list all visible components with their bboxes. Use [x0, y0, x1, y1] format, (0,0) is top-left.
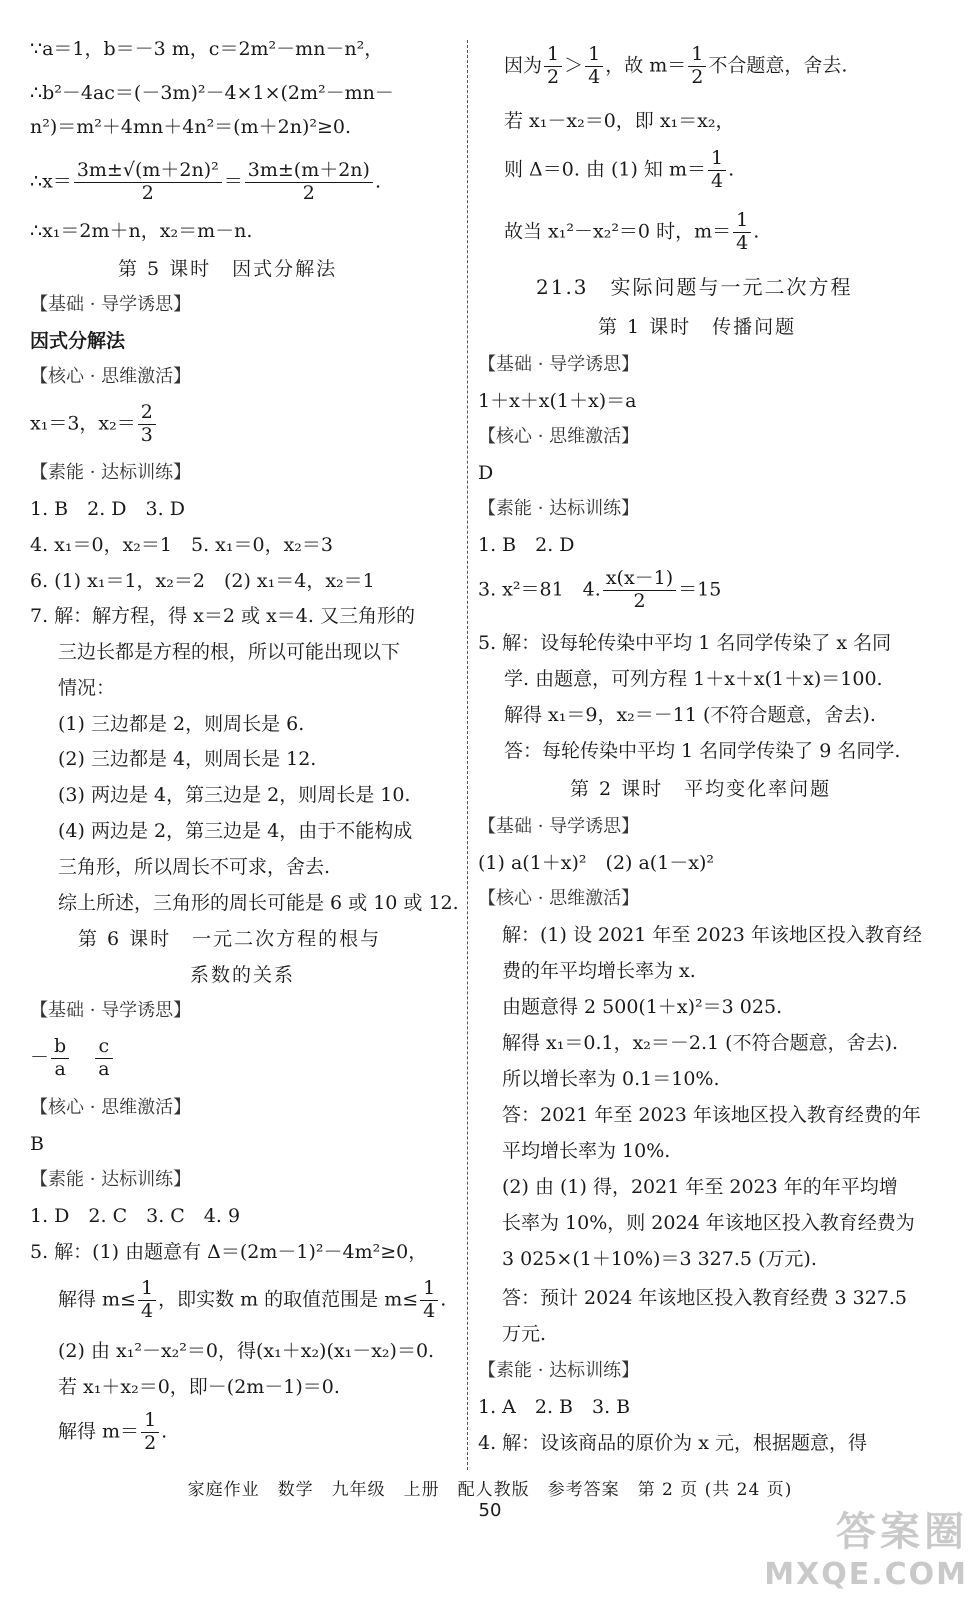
- text: 解得 m＝: [58, 1420, 140, 1443]
- formula-line: [30, 1036, 115, 1081]
- text-line: 三角形，所以周长不可求，舍去.: [58, 856, 331, 878]
- text-line: 解：(1) 设 2021 年至 2023 年该地区投入教育经: [502, 924, 922, 946]
- text-line: 答：2021 年至 2023 年该地区投入教育经费的年: [502, 1104, 921, 1126]
- text: .: [728, 158, 735, 181]
- watermark-logo: [764, 1500, 968, 1592]
- page-footer: 家庭作业 数学 九年级 上册 配人教版 参考答案 第 2 页 (共 24 页): [187, 1480, 793, 1500]
- fraction: [138, 402, 156, 447]
- text: 故当 x₁²－x₂²＝0 时，m＝: [504, 220, 732, 243]
- denominator: 4: [423, 1299, 436, 1322]
- fraction: [51, 1036, 69, 1081]
- lesson-title: 第 2 课时 平均变化率问题: [570, 778, 832, 800]
- fraction: [733, 210, 751, 255]
- section-header: 【素能 · 达标训练】: [478, 1360, 640, 1381]
- section-header: 【基础 · 导学诱思】: [30, 1000, 192, 1021]
- text: .: [374, 170, 381, 193]
- text: 3. x²＝81 4.: [478, 578, 601, 601]
- numerator: 1: [585, 44, 603, 67]
- denominator: 2: [302, 181, 315, 204]
- formula-line: [30, 160, 381, 205]
- text-line: (2) 由 x₁²－x₂²＝0，得(x₁＋x₂)(x₁－x₂)＝0.: [58, 1340, 435, 1362]
- text: 不合题意，舍去.: [708, 54, 848, 77]
- numerator: 1: [138, 1278, 156, 1301]
- text: ，即实数 m 的取值范围是 m≤: [158, 1288, 419, 1311]
- fraction: [245, 160, 373, 205]
- text-line: 解得 x₁＝0.1，x₂＝－2.1 (不符合题意，舍去).: [502, 1032, 899, 1054]
- text-line: (4) 两边是 2，第三边是 4，由于不能构成: [58, 820, 413, 842]
- answer: B: [30, 1133, 44, 1155]
- text: ∴x＝: [30, 170, 72, 193]
- text-line: 解得 x₁＝9，x₂＝－11 (不符合题意，舍去).: [504, 704, 876, 726]
- text-line: (2) 三边都是 4，则周长是 12.: [58, 748, 317, 770]
- section-header: 【核心 · 思维激活】: [478, 426, 640, 447]
- numerator: x(x－1): [603, 568, 676, 591]
- text: ＝: [223, 170, 243, 193]
- text-line: ∵a＝1，b＝－3 m，c＝2m²－mn－n²，: [30, 38, 384, 60]
- watermark-text: 答案圈: [836, 1509, 968, 1555]
- text-line: 费的年平均增长率为 x.: [502, 960, 696, 982]
- text: x₁＝3，x₂＝: [30, 412, 136, 435]
- lesson-title: 第 6 课时 一元二次方程的根与: [78, 928, 382, 950]
- fraction: [585, 44, 603, 89]
- section-header: 【基础 · 导学诱思】: [478, 816, 640, 837]
- text-line: 三边长都是方程的根，所以可能出现以下: [58, 641, 401, 663]
- denominator: 2: [691, 65, 704, 88]
- fraction: [141, 1410, 159, 1455]
- denominator: 3: [140, 423, 153, 446]
- text-line: 平均增长率为 10%.: [502, 1140, 671, 1162]
- denominator: 2: [144, 1431, 157, 1454]
- watermark-url: MXQE.COM: [764, 1557, 968, 1592]
- text-line: ∴b²－4ac＝(－3m)²－4×1×(2m²－mn－: [30, 82, 394, 104]
- text-line: 7. 解：解方程，得 x＝2 或 x＝4. 又三角形的: [30, 605, 415, 627]
- text-line: 1. B 2. D: [478, 534, 575, 556]
- text-line: 1. B 2. D 3. D: [30, 498, 185, 520]
- text-line: 综上所述，三角形的周长可能是 6 或 10 或 12.: [58, 892, 459, 914]
- denominator: a: [98, 1057, 110, 1080]
- text-line: (2) 由 (1) 得，2021 年至 2023 年的年平均增: [502, 1176, 898, 1198]
- numerator: 1: [688, 44, 706, 67]
- numerator: 1: [544, 44, 562, 67]
- answer: 因式分解法: [30, 330, 126, 352]
- section-header: 【素能 · 达标训练】: [478, 498, 640, 519]
- text-line: ∴x₁＝2m＋n，x₂＝m－n.: [30, 220, 253, 242]
- text-line: (1) 三边都是 2，则周长是 6.: [58, 713, 305, 735]
- numerator: b: [51, 1036, 69, 1059]
- lesson-title: 系数的关系: [190, 964, 296, 986]
- fraction: [74, 160, 222, 205]
- page-number: 50: [478, 1500, 502, 1521]
- formula-line: [504, 210, 759, 255]
- section-header: 【素能 · 达标训练】: [30, 462, 192, 483]
- text-line: 答：预计 2024 年该地区投入教育经费 3 327.5: [502, 1287, 907, 1309]
- text-line: 5. 解：(1) 由题意有 Δ＝(2m－1)²－4m²≥0，: [30, 1241, 428, 1263]
- text-line: 答：每轮传染中平均 1 名同学传染了 9 名同学.: [504, 740, 901, 762]
- section-header: 【核心 · 思维激活】: [30, 1097, 192, 1118]
- numerator: 3m±(m＋2n): [245, 160, 373, 183]
- text-line: (3) 两边是 4，第三边是 2，则周长是 10.: [58, 784, 411, 806]
- text: －: [30, 1046, 50, 1069]
- lesson-title: 第 1 课时 传播问题: [598, 316, 797, 338]
- formula-line: [58, 1278, 446, 1323]
- formula-line: [504, 44, 847, 89]
- text-line: 若 x₁－x₂＝0，即 x₁＝x₂，: [504, 110, 735, 132]
- numerator: 1: [141, 1410, 159, 1433]
- numerator: 1: [708, 148, 726, 171]
- denominator: a: [54, 1057, 66, 1080]
- text: 则 Δ＝0. 由 (1) 知 m＝: [504, 158, 706, 181]
- text-line: 1. D 2. C 3. C 4. 9: [30, 1205, 241, 1227]
- text-line: 6. (1) x₁＝1，x₂＝2 (2) x₁＝4，x₂＝1: [30, 570, 375, 592]
- lesson-title: 第 5 课时 因式分解法: [118, 258, 338, 280]
- section-header: 【基础 · 导学诱思】: [478, 354, 640, 375]
- text-line: 5. 解：设每轮传染中平均 1 名同学传染了 x 名同: [478, 632, 892, 654]
- text: ＝15: [678, 578, 722, 601]
- text-line: 1. A 2. B 3. B: [478, 1396, 631, 1418]
- denominator: 2: [141, 181, 154, 204]
- formula-line: [478, 568, 721, 613]
- text-line: 4. 解：设该商品的原价为 x 元，根据题意，得: [478, 1432, 867, 1454]
- numerator: 3m±√(m＋2n)²: [74, 160, 222, 183]
- formula-line: [58, 1410, 167, 1455]
- section-header: 【核心 · 思维激活】: [30, 366, 192, 387]
- formula-line: [30, 402, 158, 447]
- text-line: 所以增长率为 0.1＝10%.: [502, 1068, 720, 1090]
- text-line: n²)＝m²＋4mn＋4n²＝(m＋2n)²≥0.: [30, 116, 352, 138]
- denominator: 4: [140, 1299, 154, 1322]
- denominator: 4: [736, 231, 749, 254]
- fraction: [688, 44, 706, 89]
- section-header: 【素能 · 达标训练】: [30, 1169, 192, 1190]
- text-line: 若 x₁＋x₂＝0，即－(2m－1)＝0.: [58, 1376, 340, 1398]
- fraction: [708, 148, 726, 193]
- text-line: 万元.: [502, 1323, 547, 1345]
- section-title: 21.3 实际问题与一元二次方程: [536, 275, 853, 299]
- numerator: c: [95, 1036, 112, 1059]
- section-header: 【核心 · 思维激活】: [478, 888, 640, 909]
- denominator: 4: [588, 65, 601, 88]
- text: .: [161, 1420, 168, 1443]
- fraction: [603, 568, 676, 613]
- text: 解得 m≤: [58, 1288, 136, 1311]
- formula-line: [504, 148, 734, 193]
- denominator: 4: [710, 169, 724, 192]
- text: .: [753, 220, 760, 243]
- fraction: [420, 1278, 438, 1323]
- numerator: 2: [138, 402, 156, 425]
- text-line: 4. x₁＝0，x₂＝1 5. x₁＝0，x₂＝3: [30, 534, 334, 556]
- text-line: 由题意得 2 500(1＋x)²＝3 025.: [502, 996, 783, 1018]
- fraction: [95, 1036, 112, 1081]
- text: ＞: [564, 54, 584, 77]
- text-line: 3 025×(1＋10%)＝3 327.5 (万元).: [502, 1248, 817, 1270]
- section-header: 【基础 · 导学诱思】: [30, 294, 192, 315]
- fraction: [544, 44, 562, 89]
- fraction: [138, 1278, 156, 1323]
- numerator: 1: [420, 1278, 438, 1301]
- text: ，故 m＝: [605, 54, 687, 77]
- column-divider: [467, 40, 468, 1470]
- text: 因为: [504, 54, 543, 77]
- text-line: 学. 由题意，可列方程 1＋x＋x(1＋x)＝100.: [504, 668, 883, 690]
- answer: (1) a(1＋x)² (2) a(1－x)²: [478, 852, 715, 874]
- text-line: 长率为 10%，则 2024 年该地区投入教育经费为: [502, 1212, 915, 1234]
- text: .: [440, 1288, 447, 1311]
- text-line: 情况：: [58, 677, 116, 699]
- answer: 1＋x＋x(1＋x)＝a: [478, 390, 637, 412]
- numerator: 1: [733, 210, 751, 233]
- denominator: 2: [633, 589, 646, 612]
- denominator: 2: [547, 65, 560, 88]
- answer: D: [478, 462, 494, 484]
